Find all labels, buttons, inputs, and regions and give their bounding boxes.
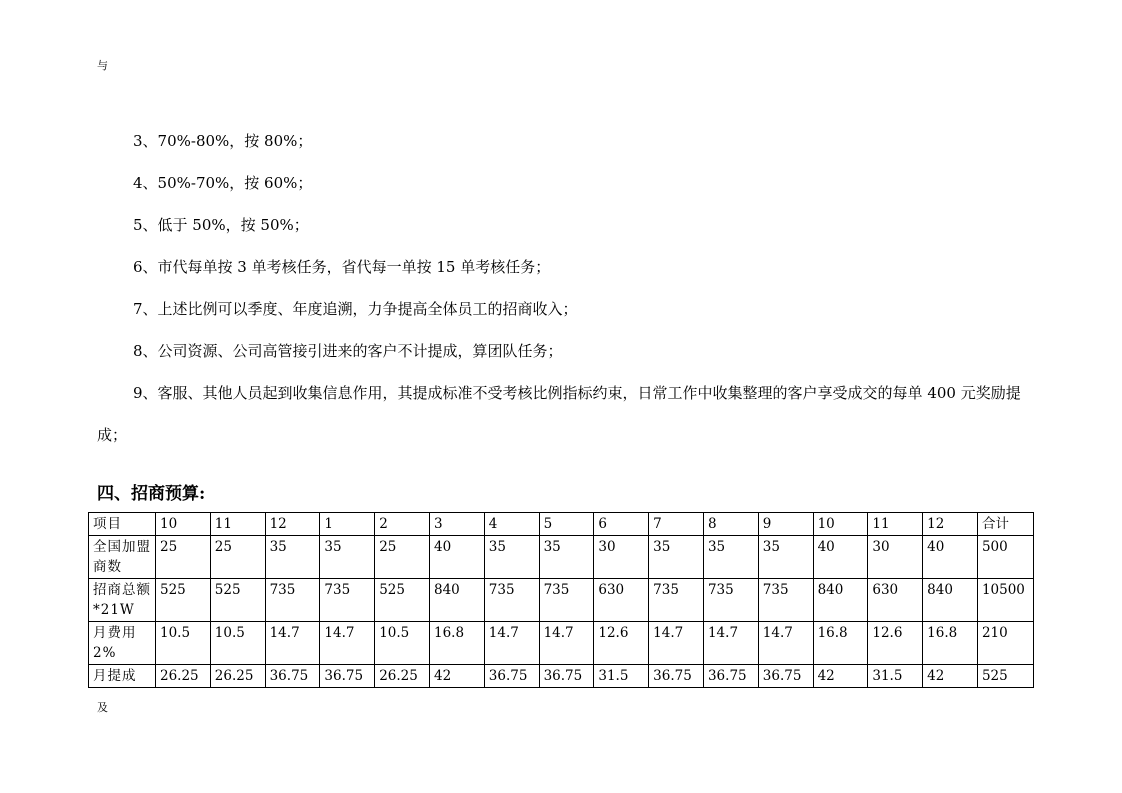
list-item: 8、公司资源、公司高管接引进来的客户不计提成，算团队任务； <box>133 342 563 360</box>
table-cell: 14.7 <box>320 622 375 665</box>
table-cell: 500 <box>977 536 1033 579</box>
table-cell: 630 <box>868 579 923 622</box>
table-cell: 14.7 <box>539 622 594 665</box>
table-cell: 16.8 <box>429 622 484 665</box>
table-cell: 11 <box>868 513 923 536</box>
table-cell: 26.25 <box>375 665 430 688</box>
table-cell: 35 <box>758 536 813 579</box>
table-row <box>89 579 1034 622</box>
table-cell: 7 <box>649 513 704 536</box>
table-cell: 42 <box>923 665 978 688</box>
table-cell: 36.75 <box>758 665 813 688</box>
table-cell: 36.75 <box>703 665 758 688</box>
table-cell: 14.7 <box>484 622 539 665</box>
table-cell: 210 <box>977 622 1033 665</box>
table-cell: 630 <box>594 579 649 622</box>
list-item: 3、70%-80%，按 80%； <box>133 132 313 150</box>
table-cell: 10500 <box>977 579 1033 622</box>
table-cell: 40 <box>923 536 978 579</box>
table-cell: 6 <box>594 513 649 536</box>
list-item: 6、市代每单按 3 单考核任务，省代每一单按 15 单考核任务； <box>133 258 551 276</box>
table-cell: 25 <box>210 536 265 579</box>
table-cell: 42 <box>813 665 868 688</box>
table-cell: 525 <box>375 579 430 622</box>
list-item: 9、客服、其他人员起到收集信息作用，其提成标准不受考核比例指标约束，日常工作中收集整理的客户享受成交的每单 400 元奖励提成； <box>97 384 1021 444</box>
table-cell: 36.75 <box>539 665 594 688</box>
budget-table-wrapper <box>88 512 1122 688</box>
table-cell: 9 <box>758 513 813 536</box>
table-cell: 35 <box>703 536 758 579</box>
table-cell: 840 <box>429 579 484 622</box>
table-cell: 25 <box>375 536 430 579</box>
table-cell: 10.5 <box>210 622 265 665</box>
table-cell: 12.6 <box>868 622 923 665</box>
table-cell: 735 <box>265 579 320 622</box>
table-cell: 31.5 <box>868 665 923 688</box>
table-cell: 30 <box>594 536 649 579</box>
row-label-cell: 项目 <box>89 513 156 536</box>
table-cell: 40 <box>813 536 868 579</box>
table-cell: 36.75 <box>649 665 704 688</box>
row-label-cell: 招商总额*21W <box>89 579 156 622</box>
table-cell: 1 <box>320 513 375 536</box>
table-cell: 525 <box>210 579 265 622</box>
budget-table <box>88 512 1034 688</box>
table-cell: 36.75 <box>320 665 375 688</box>
list-item: 4、50%-70%，按 60%； <box>133 174 313 192</box>
table-cell: 525 <box>156 579 211 622</box>
page-footer-mark: 及 <box>97 701 108 714</box>
table-cell: 525 <box>977 665 1033 688</box>
table-cell: 36.75 <box>265 665 320 688</box>
table-cell: 4 <box>484 513 539 536</box>
table-cell: 26.25 <box>210 665 265 688</box>
table-cell: 40 <box>429 536 484 579</box>
row-label-cell: 月费用2% <box>89 622 156 665</box>
table-cell: 14.7 <box>703 622 758 665</box>
table-cell: 12 <box>265 513 320 536</box>
section-title: 四、招商预算: <box>97 484 206 504</box>
table-cell: 12 <box>923 513 978 536</box>
table-row <box>89 665 1034 688</box>
table-cell: 30 <box>868 536 923 579</box>
table-cell: 35 <box>320 536 375 579</box>
table-row <box>89 536 1034 579</box>
table-cell: 10 <box>156 513 211 536</box>
table-cell: 735 <box>484 579 539 622</box>
list-item: 5、低于 50%，按 50%； <box>133 216 309 234</box>
table-cell: 36.75 <box>484 665 539 688</box>
table-cell: 26.25 <box>156 665 211 688</box>
table-cell: 12.6 <box>594 622 649 665</box>
table-cell: 16.8 <box>923 622 978 665</box>
table-cell: 35 <box>484 536 539 579</box>
table-cell: 16.8 <box>813 622 868 665</box>
table-cell: 14.7 <box>758 622 813 665</box>
table-cell: 35 <box>539 536 594 579</box>
table-cell: 735 <box>758 579 813 622</box>
table-cell: 840 <box>923 579 978 622</box>
table-cell: 35 <box>649 536 704 579</box>
table-cell: 11 <box>210 513 265 536</box>
table-row <box>89 622 1034 665</box>
table-cell: 8 <box>703 513 758 536</box>
table-cell: 735 <box>649 579 704 622</box>
table-cell: 735 <box>539 579 594 622</box>
table-cell: 735 <box>703 579 758 622</box>
row-label-cell: 月提成 <box>89 665 156 688</box>
table-cell: 31.5 <box>594 665 649 688</box>
list-item: 7、上述比例可以季度、年度追溯，力争提高全体员工的招商收入； <box>133 300 578 318</box>
table-cell: 2 <box>375 513 430 536</box>
table-cell: 25 <box>156 536 211 579</box>
table-cell: 35 <box>265 536 320 579</box>
table-cell: 735 <box>320 579 375 622</box>
table-cell: 5 <box>539 513 594 536</box>
table-cell: 42 <box>429 665 484 688</box>
table-header-row <box>89 513 1034 536</box>
table-cell: 14.7 <box>649 622 704 665</box>
table-cell: 14.7 <box>265 622 320 665</box>
page-header-mark: 与 <box>97 59 108 72</box>
table-cell: 10 <box>813 513 868 536</box>
table-cell: 10.5 <box>375 622 430 665</box>
table-cell: 3 <box>429 513 484 536</box>
row-label-cell: 全国加盟商数 <box>89 536 156 579</box>
table-cell: 10.5 <box>156 622 211 665</box>
rules-list <box>0 120 1122 456</box>
table-cell: 840 <box>813 579 868 622</box>
table-cell: 合计 <box>977 513 1033 536</box>
